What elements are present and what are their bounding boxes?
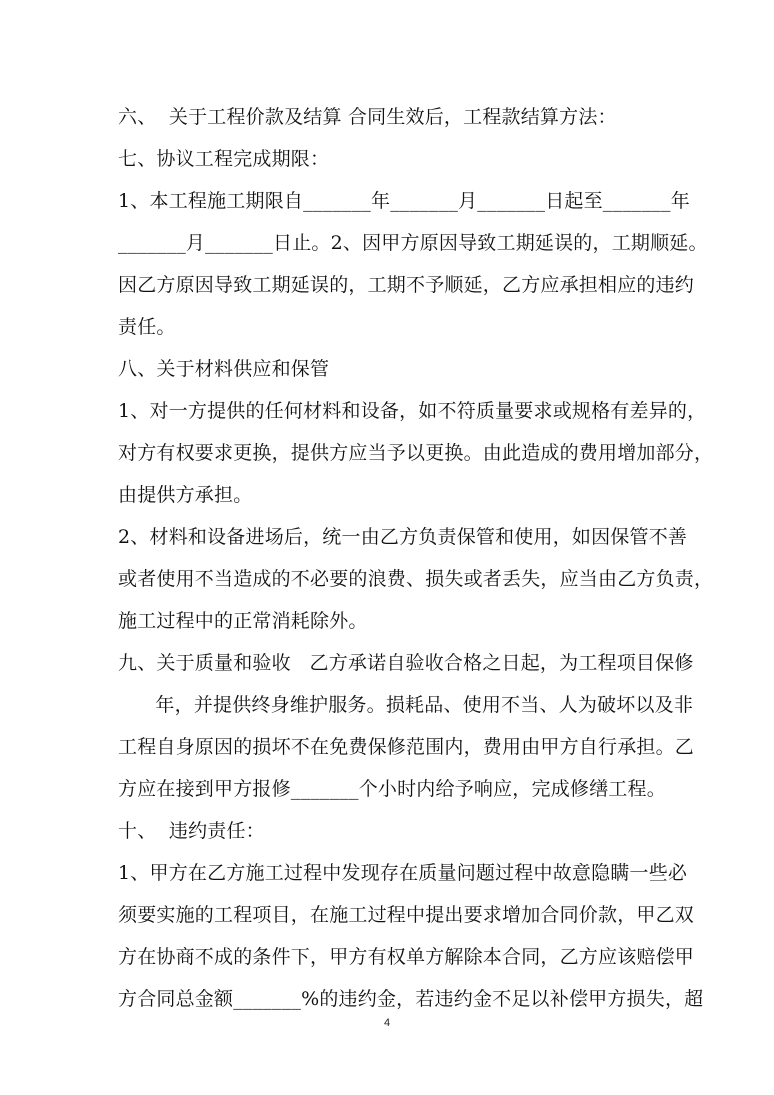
body-line: 责任。 [118, 316, 176, 338]
body-line: 方应在接到甲方报修_______个小时内给予响应，完成修缮工程。 [118, 778, 666, 800]
page-number: 4 [383, 1017, 391, 1029]
body-line: 对方有权要求更换，提供方应当予以更换。由此造成的费用增加部分， [118, 442, 714, 464]
section-9-heading: 九、关于质量和验收 乙方承诺自验收合格之日起，为工程项目保修 [118, 652, 694, 674]
body-line: 方在协商不成的条件下，甲方有权单方解除本合同，乙方应该赔偿甲 [118, 946, 695, 968]
body-line: 年，并提供终身维护服务。损耗品、使用不当、人为破坏以及非 [118, 694, 694, 716]
body-line: 1、对一方提供的任何材料和设备，如不符质量要求或规格有差异的， [118, 400, 707, 422]
body-line: _______月_______日止。2、因甲方原因导致工期延误的，工期顺延。 [118, 232, 708, 254]
body-line: 1、本工程施工期限自_______年_______月_______日起至_______年 [118, 190, 690, 212]
body-line: 2、材料和设备进场后，统一由乙方负责保管和使用，如因保管不善 [118, 526, 688, 548]
body-line: 因乙方原因导致工期延误的，工期不予顺延，乙方应承担相应的违约 [118, 274, 695, 296]
body-line: 施工过程中的正常消耗除外。 [118, 610, 368, 632]
body-line: 须要实施的工程项目，在施工过程中提出要求增加合同价款，甲乙双 [118, 904, 695, 926]
section-8-heading: 八、关于材料供应和保管 [118, 358, 330, 380]
section-10-heading: 十、 违约责任： [118, 820, 265, 842]
body-line: 1、甲方在乙方施工过程中发现存在质量问题过程中故意隐瞒一些必 [118, 862, 688, 884]
section-7-heading: 七、协议工程完成期限： [118, 148, 330, 170]
body-line: 或者使用不当造成的不必要的浪费、损失或者丢失，应当由乙方负责， [118, 568, 714, 590]
body-line: 工程自身原因的损坏不在免费保修范围内，费用由甲方自行承担。乙 [118, 736, 695, 758]
body-line: 由提供方承担。 [118, 484, 253, 506]
body-line: 方合同总金额_______%的违约金，若违约金不足以补偿甲方损失，超 [118, 988, 704, 1010]
section-6-heading: 六、 关于工程价款及结算 合同生效后，工程款结算方法： [118, 106, 617, 128]
